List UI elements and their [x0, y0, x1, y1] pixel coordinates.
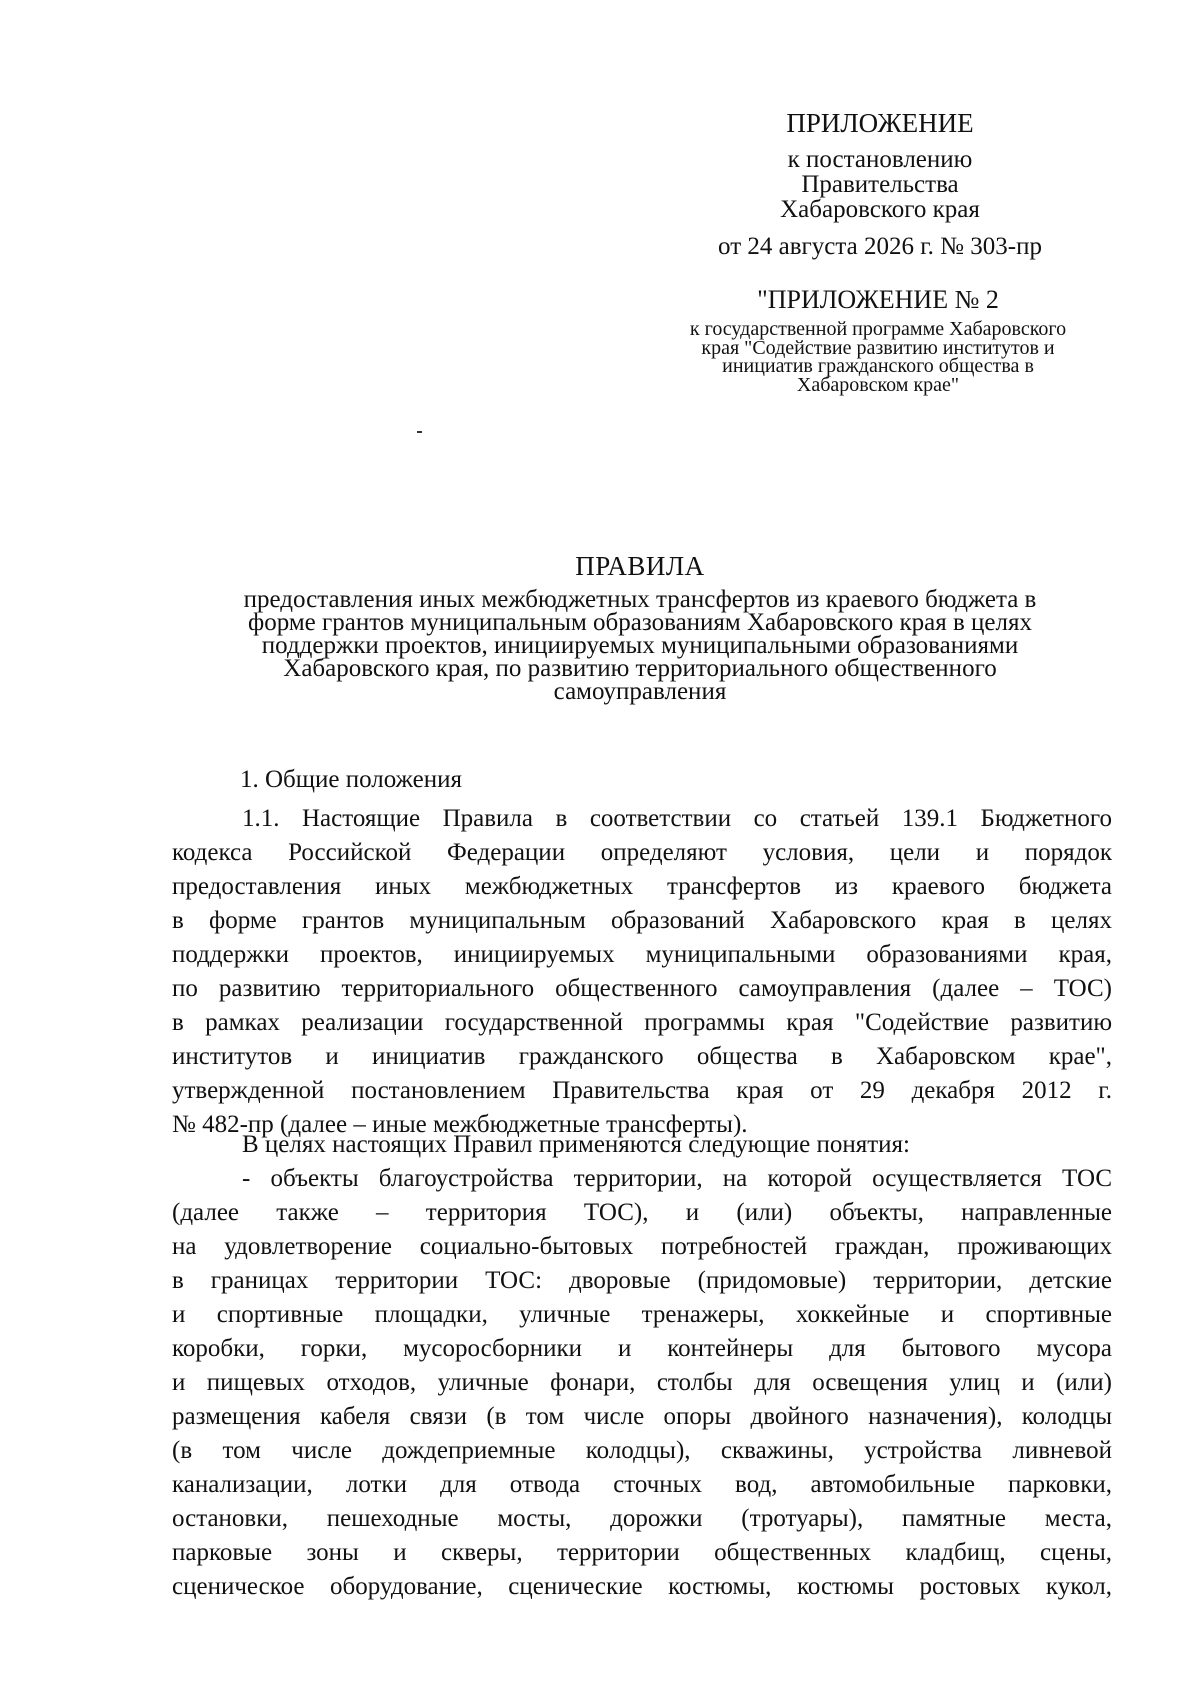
paragraph-line: в границах территории ТОС: дворовые (придомовые) территории, детские	[172, 1267, 1112, 1294]
section-heading: 1. Общие положения	[240, 766, 462, 793]
paragraph-line: по развитию территориального общественного самоуправления (далее – ТОС)	[172, 975, 1112, 1002]
paragraph-line: остановки, пешеходные мосты, дорожки (тротуары), памятные места,	[172, 1505, 1112, 1532]
rules-subtitle-line: самоуправления	[553, 678, 727, 705]
paragraph-line: (в том числе дождеприемные колодцы), скважины, устройства ливневой	[172, 1437, 1112, 1464]
paragraph-line: на удовлетворение социально-бытовых потребностей граждан, проживающих	[172, 1233, 1112, 1260]
scan-mark	[417, 431, 422, 433]
paragraph-line: № 482-пр (далее – иные межбюджетные трансферты).	[172, 1111, 748, 1138]
paragraph-line: коробки, горки, мусоросборники и контейнеры для бытового мусора	[172, 1335, 1112, 1362]
paragraph-definitions-intro	[172, 1128, 1112, 1162]
paragraph-line: (далее также – территория ТОС), и (или) объекты, направленные	[172, 1199, 1112, 1226]
appendix-title-text: ПРИЛОЖЕНИЕ	[786, 108, 974, 138]
appendix-date	[690, 232, 1070, 262]
paragraph-line: канализации, лотки для отвода сточных вод, автомобильные парковки,	[172, 1471, 1112, 1498]
appendix2-ref-line: и инициатив гражданского общества	[722, 336, 1055, 377]
appendix2-title	[678, 284, 1078, 316]
appendix-date-text: от 24 августа 2026 г. № 303-пр	[718, 233, 1042, 260]
rules-subtitle-line: предоставления иных межбюджетных трансфертов из краевого бюджета в	[243, 586, 1037, 613]
paragraph-line: сценическое оборудование, сценические костюмы, костюмы ростовых кукол,	[172, 1573, 1112, 1600]
paragraph-line: и спортивные площадки, уличные тренажеры, хоккейные и спортивные	[172, 1301, 1112, 1328]
appendix2-ref-line: к государственной программе	[689, 318, 945, 340]
paragraph-line: кодекса Российской Федерации определяют условия, цели и порядок	[172, 839, 1112, 866]
paragraph-line: поддержки проектов, инициируемых муниципальными образованиями края,	[172, 941, 1112, 968]
appendix2-reference	[678, 320, 1078, 394]
paragraph-line: - объекты благоустройства территории, на которой осуществляется ТОС	[242, 1165, 1112, 1192]
paragraph-definition-objects	[172, 1162, 1112, 1604]
appendix-ref-line: Хабаровского края	[780, 196, 980, 223]
appendix-title	[690, 106, 1070, 140]
paragraph-line: утвержденной постановлением Правительства края от 29 декабря 2012 г.	[172, 1077, 1112, 1104]
paragraph-line: и пищевых отходов, уличные фонари, столбы для освещения улиц и (или)	[172, 1369, 1112, 1396]
appendix2-ref-line: "Содействие развитию институтов	[744, 336, 1039, 359]
appendix-ref-line: Правительства	[801, 171, 959, 198]
paragraph-line: предоставления иных межбюджетных трансфертов из краевого бюджета	[172, 873, 1112, 900]
appendix2-ref-line: в Хабаровском крае"	[796, 355, 1034, 396]
paragraph-line: в форме грантов муниципальным образований Хабаровского края в целях	[172, 907, 1112, 934]
paragraph-1-1	[172, 802, 1112, 1142]
paragraph-line: В целях настоящих Правил применяются следующие понятия:	[242, 1131, 910, 1158]
appendix2-title-text: "ПРИЛОЖЕНИЕ № 2	[757, 285, 999, 314]
paragraph-line: парковые зоны и скверы, территории общественных кладбищ, сцены,	[172, 1539, 1112, 1566]
paragraph-line: 1.1. Настоящие Правила в соответствии со статьей 139.1 Бюджетного	[242, 805, 1112, 832]
paragraph-line: институтов и инициатив гражданского общества в Хабаровском крае",	[172, 1043, 1112, 1070]
paragraph-line: размещения кабеля связи (в том числе опоры двойного назначения), колодцы	[172, 1403, 1112, 1430]
appendix-ref-line: к постановлению	[787, 146, 973, 173]
rules-subtitle-line: форме грантов муниципальным образованиям Хабаровского края в целях	[248, 609, 1032, 636]
rules-subtitle	[170, 588, 1110, 703]
rules-title: ПРАВИЛА	[575, 551, 705, 581]
appendix2-ref-line: Хабаровского края	[701, 318, 1067, 359]
paragraph-line: в рамках реализации государственной программы края "Содействие развитию	[172, 1009, 1112, 1036]
rules-subtitle-line: Хабаровского края, по развитию территориального общественного	[283, 655, 997, 682]
appendix-reference	[690, 147, 1070, 222]
rules-subtitle-line: поддержки проектов, инициируемых муниципальными образованиями	[261, 632, 1019, 659]
